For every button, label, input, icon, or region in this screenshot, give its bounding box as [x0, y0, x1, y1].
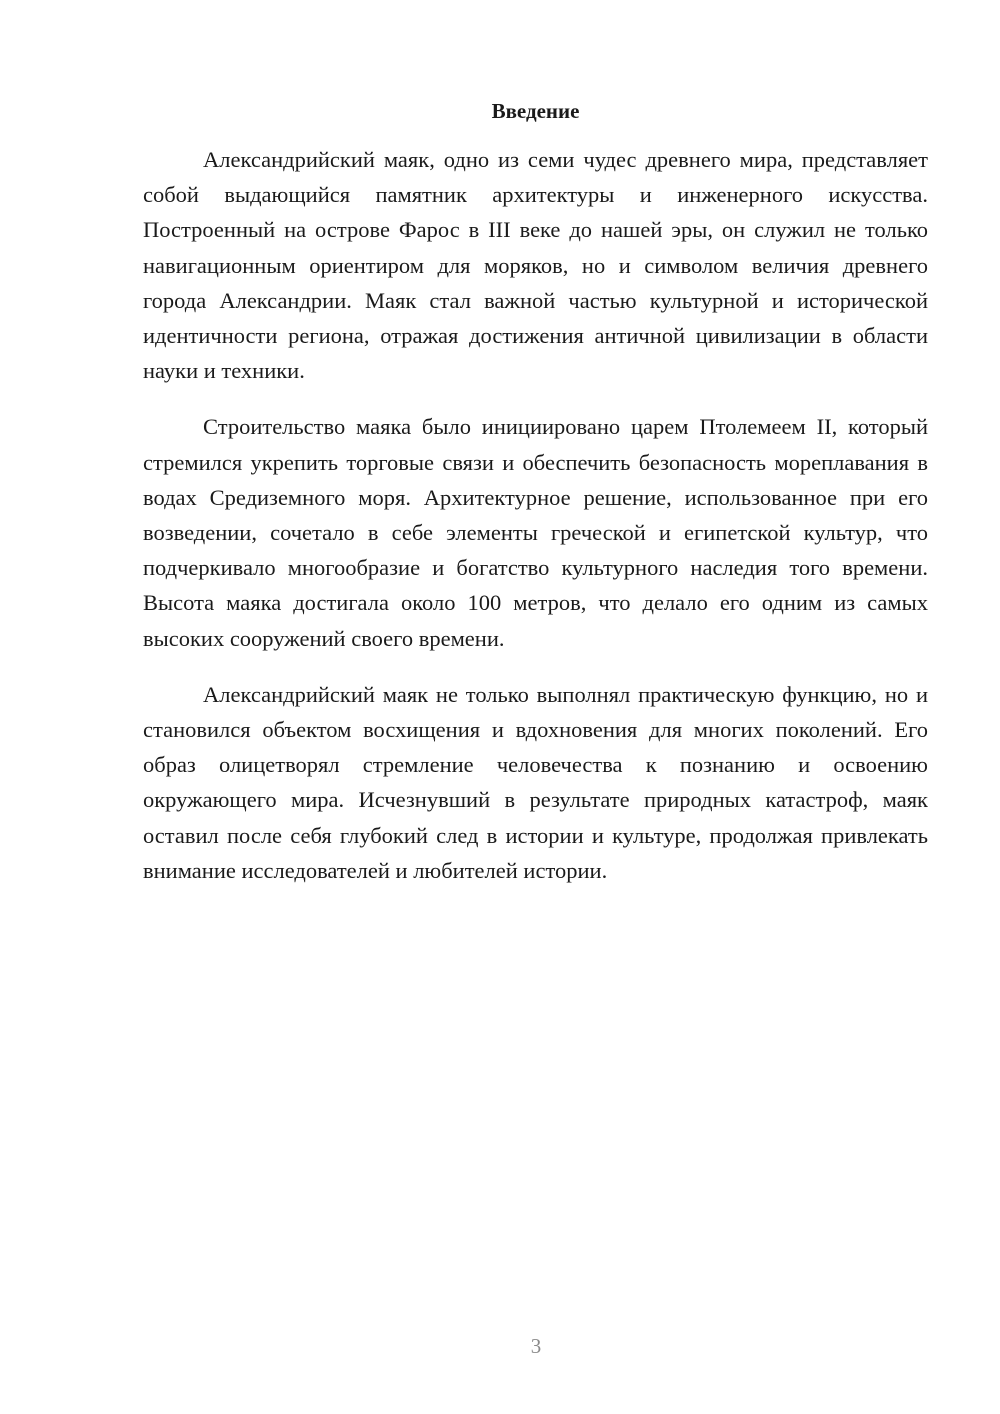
page-number: 3 [530, 1334, 542, 1358]
body-text [143, 142, 928, 909]
paragraph-1: Александрийский маяк, одно из семи чудес древнего мира, представляет собой выдающийся памятник архитектуры и инженерного искусства. Построенный на острове Фарос в III веке до нашей эры, он служил не только навигационным ориентиром для моряков, но и символом величия древнего города Александрии. Маяк стал важной частью культурной и исторической идентичности региона, отражая достижения античной цивилизации в области науки и техники. [143, 147, 928, 384]
paragraph-3: Александрийский маяк не только выполнял практическую функцию, но и становился объектом восхищения и вдохновения для многих поколений. Его образ олицетворял стремление человечества к познанию и освоению окружающего мира. Исчезнувший в результате природных катастроф, маяк оставил после себя глубокий след в истории и культуре, продолжая привлекать внимание исследователей и любителей истории. [143, 681, 928, 883]
section-heading: Введение [491, 99, 580, 123]
paragraph-2: Строительство маяка было инициировано царем Птолемеем II, который стремился укрепить торговые связи и обеспечить безопасность мореплавания в водах Средиземного моря. Архитектурное решение, использованное при его возведении, сочетало в себе элементы греческой и египетской культур, что подчеркивало многообразие и богатство культурного наследия того времени. Высота маяка достигала около 100 метров, что делало его одним из самых высоких сооружений своего времени. [143, 414, 928, 651]
